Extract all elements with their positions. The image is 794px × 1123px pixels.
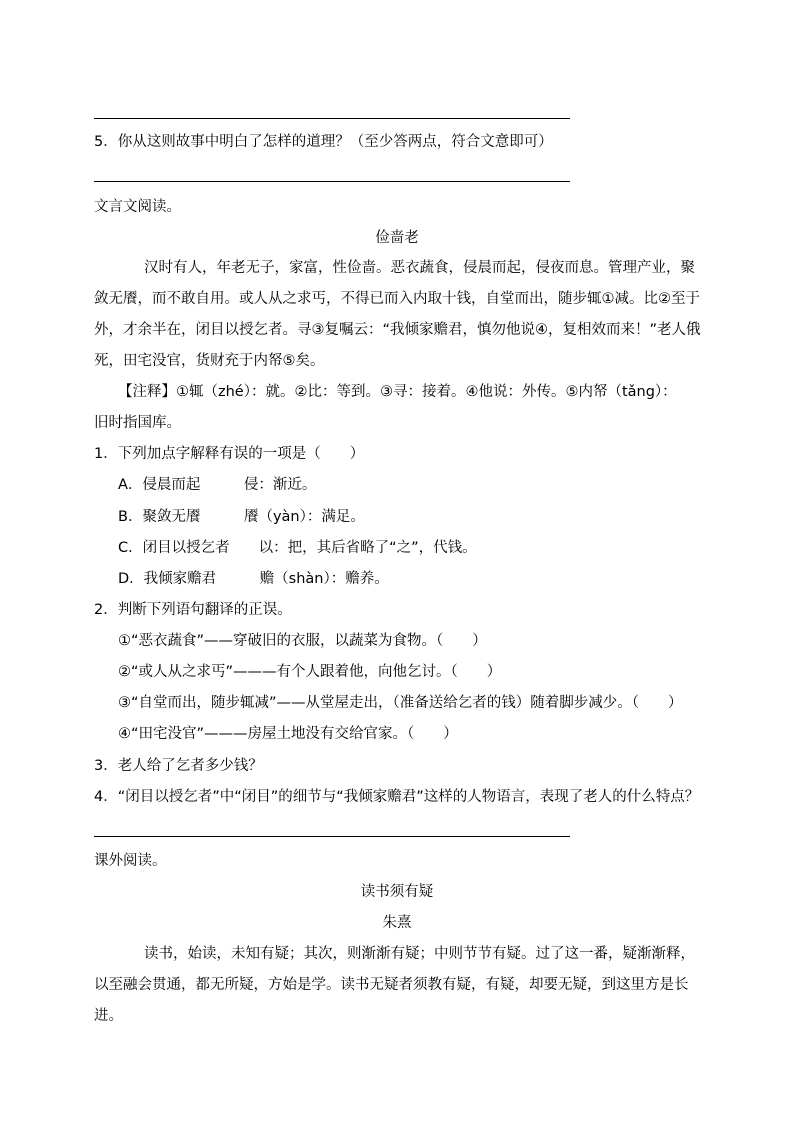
judge-item-3: ③“自堂而出，随步辄减”——从堂屋走出，（准备送给乞者的钱）随着脚步减少。（ ） bbox=[118, 695, 683, 711]
answer-line-q5 bbox=[94, 181, 570, 182]
passage-line-2: 敛无餍，而不敢自用。或人从之求丐，不得已而入内取十钱，自堂而出，随步辄①减。比②至于 bbox=[94, 291, 700, 307]
judge-item-4: ④“田宅没官”———房屋土地没有交给官家。（ ） bbox=[118, 726, 458, 742]
passage2-author: 朱熹 bbox=[382, 915, 412, 931]
passage2-line-2: 以至融会贯通，都无所疑，方始是学。读书无疑者须教有疑，有疑，却要无疑，到这里方是长 bbox=[94, 977, 689, 993]
question-4: 4．“闭目以授乞者”中“闭目”的细节与“我倾家赡君”这样的人物语言，表现了老人的什么特点？ bbox=[94, 789, 700, 805]
passage2-line-1: 读书，始读，未知有疑；其次，则渐渐有疑；中则节节有疑。过了这一番，疑渐渐释， bbox=[144, 946, 695, 962]
section-title-classical: 文言文阅读。 bbox=[94, 199, 181, 215]
answer-line-top bbox=[94, 118, 570, 119]
answer-line-q4 bbox=[94, 836, 570, 837]
judge-item-1: ①“恶衣蔬食”——穿破旧的衣服，以蔬菜为食物。（ ） bbox=[118, 633, 487, 649]
option-b: B．聚敛无餍 餍（yàn）：满足。 bbox=[118, 509, 365, 525]
passage-title: 俭啬老 bbox=[375, 230, 419, 246]
passage-line-4: 死，田宅没官，货财充于内帑⑤矣。 bbox=[94, 353, 325, 369]
question-2: 2．判断下列语句翻译的正误。 bbox=[94, 602, 292, 618]
notes-line-1: 【注释】①辄（zhé）：就。②比：等到。③寻：接着。④他说：外传。⑤内帑（tǎng）： bbox=[118, 384, 677, 400]
option-d: D．我倾家赡君 赡（shàn）：赡养。 bbox=[118, 571, 389, 587]
passage2-title: 读书须有疑 bbox=[360, 884, 434, 900]
notes-line-2: 旧时指国库。 bbox=[94, 415, 181, 431]
question-5: 5．你从这则故事中明白了怎样的道理？（至少答两点，符合文意即可） bbox=[94, 134, 553, 150]
option-a: A．侵晨而起 侵：渐近。 bbox=[118, 477, 317, 493]
passage-line-3: 外，才余半在，闭目以授乞者。寻③复嘱云：“我倾家赡君，慎勿他说④，复相效而来！”老人俄 bbox=[94, 322, 701, 338]
judge-item-2: ②“或人从之求丐”———有个人跟着他，向他乞讨。（ ） bbox=[118, 664, 502, 680]
passage2-line-3: 进。 bbox=[94, 1008, 123, 1024]
passage-line-1: 汉时有人，年老无子，家富，性俭啬。恶衣蔬食，侵晨而起，侵夜而息。管理产业，聚 bbox=[144, 260, 695, 276]
option-c: C．闭目以授乞者 以：把，其后省略了“之”，代钱。 bbox=[118, 540, 477, 556]
section-title-extracurricular: 课外阅读。 bbox=[94, 853, 167, 869]
question-3: 3．老人给了乞者多少钱？ bbox=[94, 758, 263, 774]
question-1: 1．下列加点字解释有误的一项是（ ） bbox=[94, 446, 365, 462]
